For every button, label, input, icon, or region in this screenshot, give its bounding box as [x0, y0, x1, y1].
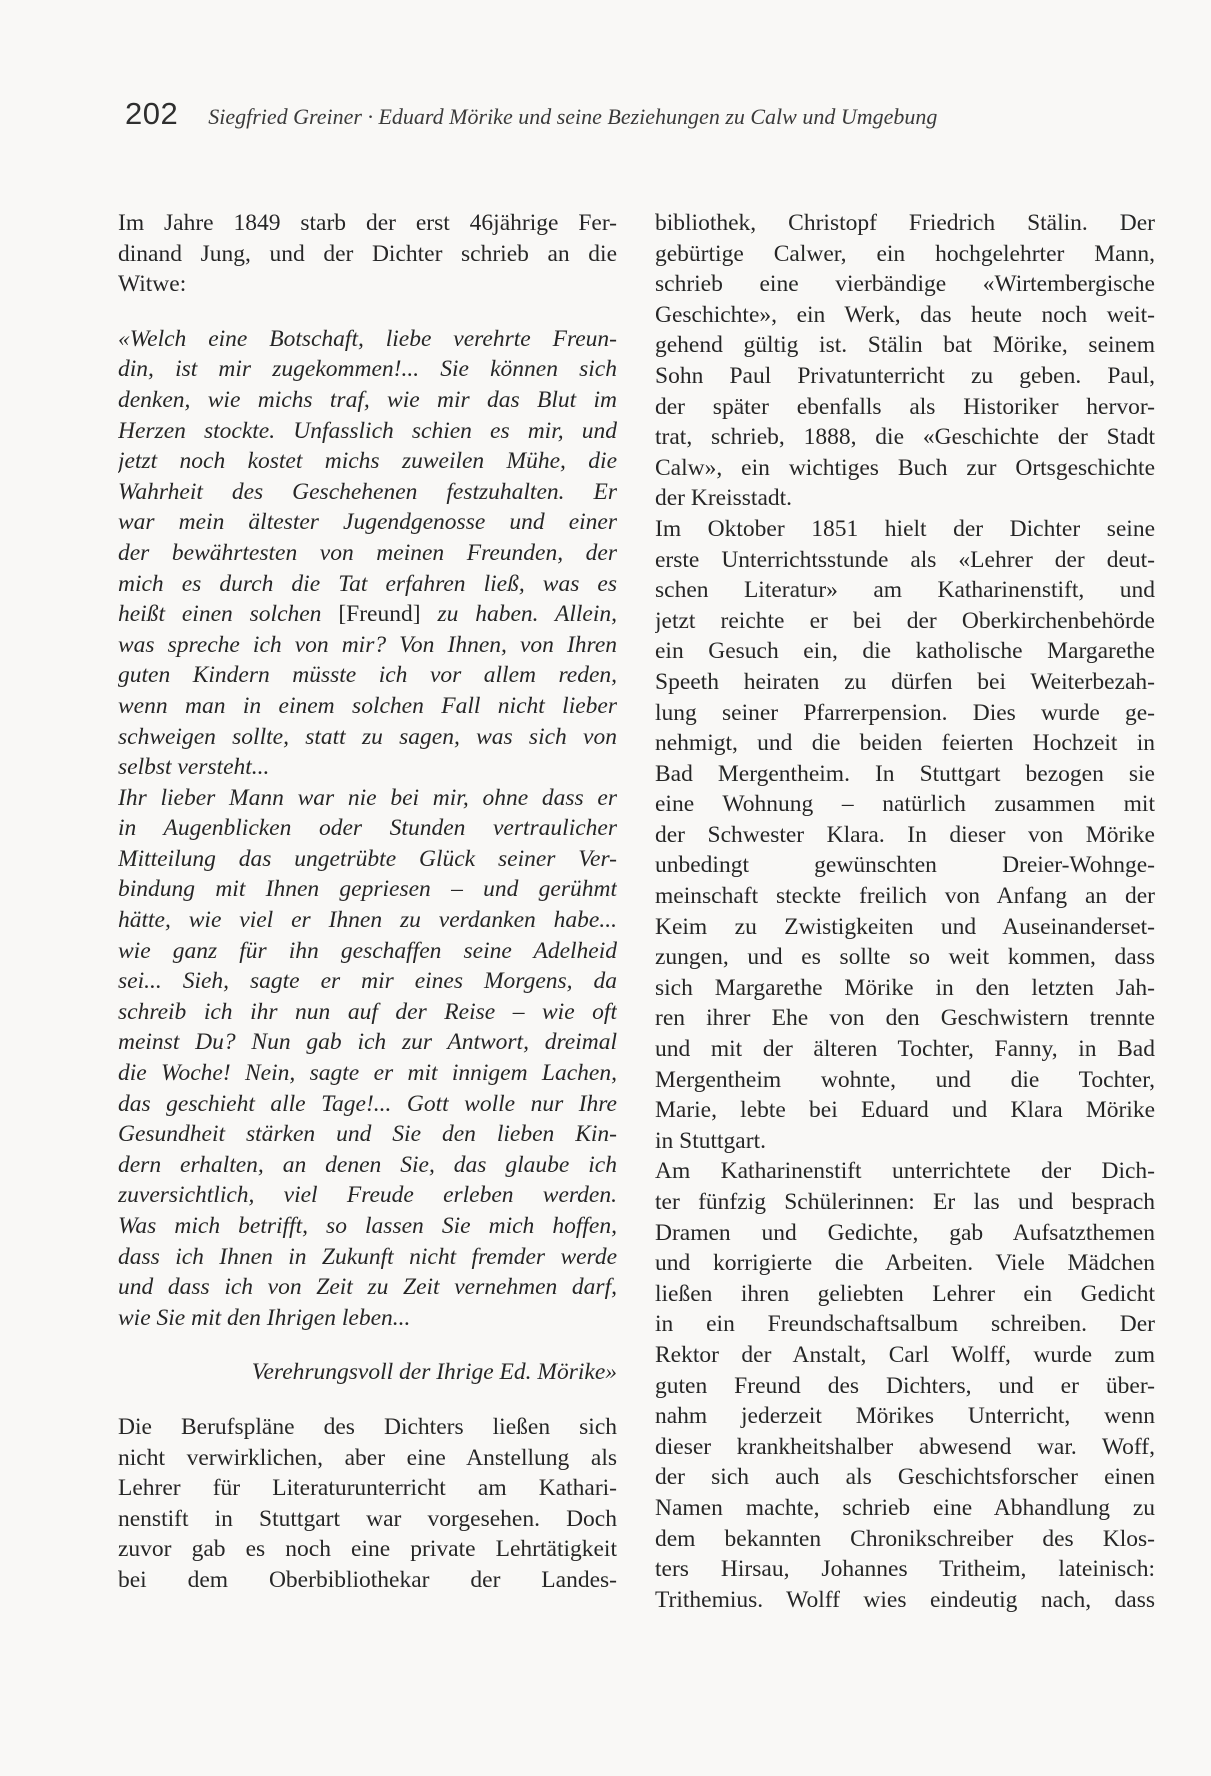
text-line: Im Oktober 1851 hielt der Dichter seine — [655, 515, 1155, 542]
letter-line: zuversichtlich, viel Freude erleben werden. — [118, 1182, 617, 1209]
text-line: jetzt reichte er bei der Oberkirchenbehörde — [655, 607, 1155, 634]
text-line: Geschichte», ein Werk, das heute noch weit- — [655, 301, 1155, 328]
text-line: Dramen und Gedichte, gab Aufsatzthemen — [655, 1219, 1155, 1246]
text-line: der sich auch als Geschichtsforscher einen — [655, 1464, 1155, 1491]
letter-line: die Woche! Nein, sagte er mit innigem Lachen, — [118, 1060, 617, 1087]
text-line: Sohn Paul Privatunterricht zu geben. Paul, — [655, 362, 1155, 389]
text-line: der Schwester Klara. In dieser von Mörike — [655, 821, 1155, 848]
text-line: eine Wohnung – natürlich zusammen mit — [655, 791, 1155, 818]
text-line: gebürtige Calwer, ein hochgelehrter Mann, — [655, 240, 1155, 267]
text-line: in Stuttgart. — [655, 1127, 766, 1154]
letter-line: dass ich Ihnen in Zukunft nicht fremder werde — [118, 1243, 617, 1270]
text-line: sich Margarethe Mörike in den letzten Jah- — [655, 974, 1155, 1001]
letter-line: Gesundheit stärken und Sie den lieben Kin- — [118, 1121, 617, 1148]
text-line: und korrigierte die Arbeiten. Viele Mädchen — [655, 1250, 1155, 1277]
letter-line: wie Sie mit den Ihrigen leben... — [118, 1304, 411, 1331]
page-header — [125, 96, 1091, 132]
text-line: dem bekannten Chronikschreiber des Klos- — [655, 1525, 1155, 1552]
letter-line: meinst Du? Nun gab ich zur Antwort, dreimal — [118, 1029, 617, 1056]
text-line: ter fünfzig Schülerinnen: Er las und besprach — [655, 1189, 1155, 1215]
text-line: Marie, lebte bei Eduard und Klara Mörike — [655, 1097, 1155, 1124]
letter-line: sei... Sieh, sagte er mir eines Morgens, da — [118, 968, 617, 995]
letter-line: Wahrheit des Geschehenen festzuhalten. Er — [118, 478, 617, 505]
text-line: nehmigt, und die beiden feierten Hochzeit in — [655, 730, 1155, 757]
letter-line: wenn man in einem solchen Fall nicht lieber — [118, 692, 617, 719]
letter-line: Mitteilung das ungetrübte Glück seiner Ver- — [118, 845, 617, 872]
text-line: trat, schrieb, 1888, die «Geschichte der Stadt — [655, 424, 1155, 451]
letter-line: Ihr lieber Mann war nie bei mir, ohne dass er — [118, 784, 617, 811]
letter-line: «Welch eine Botschaft, liebe verehrte Freun- — [118, 325, 617, 352]
letter-line: was spreche ich von mir? Von Ihnen, von Ihren — [118, 631, 617, 658]
text-line: schen Literatur» am Katharinenstift, und — [655, 577, 1155, 604]
text-line: guten Freund des Dichters, und er über- — [655, 1372, 1155, 1399]
letter-segment: zu haben. Allein, — [437, 601, 617, 628]
letter-line: guten Kindern müsste ich vor allem reden, — [118, 662, 617, 689]
right-column — [655, 208, 1155, 1615]
letter-line: und dass ich von Zeit zu Zeit vernehmen darf, — [118, 1274, 617, 1301]
intro-paragraph — [118, 208, 617, 300]
text-line: Lehrer für Literaturunterricht am Kathari- — [118, 1475, 617, 1502]
letter-line-with-bracket — [118, 599, 617, 630]
text-line: nicht verwirklichen, aber eine Anstellung als — [118, 1444, 617, 1471]
text-line: ein Gesuch ein, die katholische Margarethe — [655, 638, 1155, 665]
text-line: nenstift in Stuttgart war vorgesehen. Doch — [118, 1505, 617, 1532]
text-line: ren ihrer Ehe von den Geschwistern trennte — [655, 1005, 1155, 1032]
editorial-bracket: [Freund] — [338, 601, 421, 628]
text-line: Am Katharinenstift unterrichtete der Dich- — [655, 1158, 1155, 1185]
letter-line: denken, wie michs traf, wie mir das Blut im — [118, 386, 617, 413]
text-line: gehend gültig ist. Stälin bat Mörike, seinem — [655, 332, 1155, 359]
letter-line: war mein ältester Jugendgenosse und einer — [118, 509, 617, 536]
letter-line: Herzen stockte. Unfasslich schien es mir, und — [118, 417, 617, 444]
letter-quote — [118, 324, 617, 1388]
text-line: zungen, und es sollte so weit kommen, dass — [655, 944, 1155, 971]
text-line: der Kreisstadt. — [655, 485, 793, 512]
text-line: Bad Mergentheim. In Stuttgart bezogen sie — [655, 760, 1155, 787]
letter-line: selbst versteht... — [118, 754, 270, 781]
text-line: und mit der älteren Tochter, Fanny, in Bad — [655, 1036, 1155, 1063]
text-line: ließen ihren geliebten Lehrer ein Gedicht — [655, 1280, 1155, 1307]
text-line: ters Hirsau, Johannes Tritheim, lateinisch: — [655, 1556, 1155, 1583]
text-line: meinschaft steckte freilich von Anfang an der — [655, 883, 1155, 910]
letter-line: hätte, wie viel er Ihnen zu verdanken habe... — [118, 907, 617, 934]
paragraph-gap — [118, 300, 617, 324]
letter-line: der bewährtesten von meinen Freunden, der — [118, 539, 617, 566]
text-line: Die Berufspläne des Dichters ließen sich — [118, 1413, 617, 1440]
letter-line: din, ist mir zugekommen!... Sie können sich — [118, 356, 617, 383]
text-line: lung seiner Pfarrerpension. Dies wurde ge- — [655, 699, 1155, 726]
text-line: in ein Freundschaftsalbum schreiben. Der — [655, 1311, 1155, 1338]
text-line: bibliothek, Christopf Friedrich Stälin. Der — [655, 210, 1155, 236]
text-line: Speeth heiraten zu dürfen bei Weiterbezah- — [655, 668, 1155, 695]
letter-line: dern erhalten, an denen Sie, das glaube ich — [118, 1151, 617, 1178]
text-line: Trithemius. Wolff wies eindeutig nach, dass — [655, 1586, 1155, 1613]
letter-line: bindung mit Ihnen gepriesen – und gerühmt — [118, 876, 617, 903]
text-line: Witwe: — [118, 271, 187, 298]
text-line: erste Unterrichtsstunde als «Lehrer der deut- — [655, 546, 1155, 573]
paragraph-gap — [118, 1333, 617, 1357]
text-line: Im Jahre 1849 starb der erst 46jährige Fer- — [118, 210, 617, 236]
letter-signature: Verehrungsvoll der Ihrige Ed. Mörike» — [251, 1359, 617, 1386]
closing-paragraph — [118, 1412, 617, 1596]
paragraph-gap — [118, 1388, 617, 1412]
text-line: schrieb eine vierbändige «Wirtembergische — [655, 271, 1155, 298]
text-line: bei dem Oberbibliothekar der Landes- — [118, 1566, 617, 1593]
page-number: 202 — [125, 96, 179, 131]
letter-line: mich es durch die Tat erfahren ließ, was es — [118, 570, 617, 597]
text-line: dieser krankheitshalber abwesend war. Woff, — [655, 1433, 1155, 1460]
letter-line: in Augenblicken oder Stunden vertraulicher — [118, 815, 617, 842]
text-line: Keim zu Zwistigkeiten und Auseinanderset- — [655, 913, 1155, 940]
text-line: Mergentheim wohnte, und die Tochter, — [655, 1066, 1155, 1093]
left-column — [118, 208, 617, 1596]
letter-line: das geschieht alle Tage!... Gott wolle nur Ihre — [118, 1090, 617, 1117]
letter-line: schreib ich ihr nun auf der Reise – wie oft — [118, 998, 617, 1025]
text-line: Namen machte, schrieb eine Abhandlung zu — [655, 1494, 1155, 1521]
text-line: Calw», ein wichtiges Buch zur Ortsgeschichte — [655, 454, 1155, 481]
text-line: der später ebenfalls als Historiker hervor- — [655, 393, 1155, 420]
text-line: unbedingt gewünschten Dreier-Wohnge- — [655, 852, 1155, 879]
running-head: Siegfried Greiner · Eduard Mörike und seine Beziehungen zu Calw und Umgebung — [208, 104, 938, 129]
letter-line: jetzt noch kostet michs zuweilen Mühe, die — [118, 448, 617, 475]
letter-line: schweigen sollte, statt zu sagen, was sich von — [118, 723, 617, 750]
text-line: dinand Jung, und der Dichter schrieb an die — [118, 240, 617, 267]
text-line: nahm jederzeit Mörikes Unterricht, wenn — [655, 1403, 1155, 1430]
letter-line: Was mich betrifft, so lassen Sie mich hoffen, — [118, 1213, 617, 1239]
text-line: Rektor der Anstalt, Carl Wolff, wurde zum — [655, 1341, 1155, 1368]
text-line: zuvor gab es noch eine private Lehrtätigkeit — [118, 1536, 617, 1563]
letter-line: wie ganz für ihn geschaffen seine Adelheid — [118, 937, 617, 964]
letter-segment: heißt einen solchen — [118, 601, 322, 628]
